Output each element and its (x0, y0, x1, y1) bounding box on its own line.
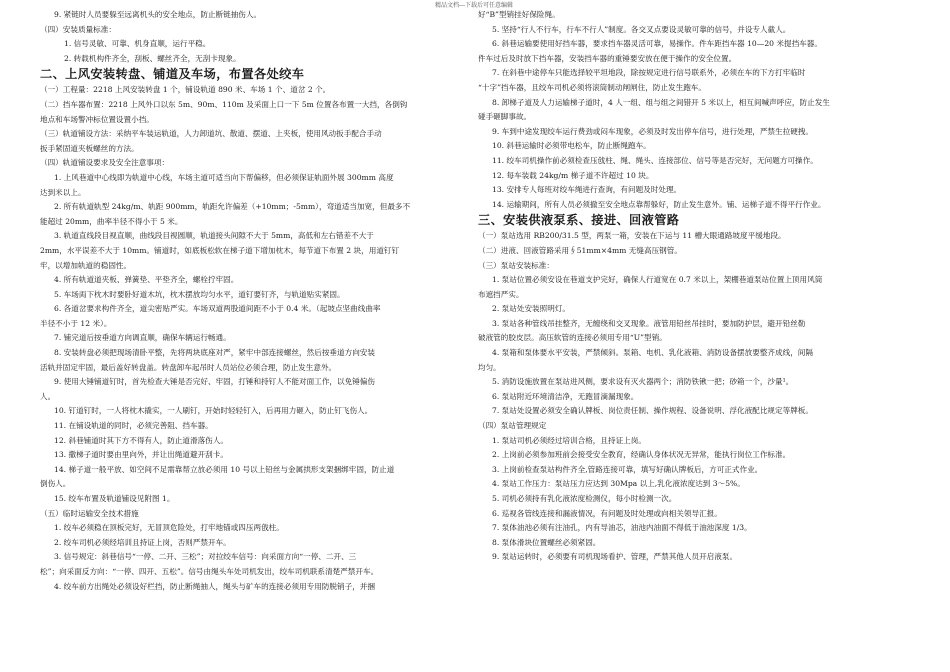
text-line: 4. 绞车前方出绳处必须设好栏挡，防止断绳抽人，绳头与矿车的连接必须用专用防脱销子，并捆 (54, 581, 375, 591)
text-line: 7. 泵体油池必须有注油孔，内有导油芯，油池内油面不得低于油池深度 1/3。 (492, 523, 752, 533)
text-line: 1. 绞车必须稳在顶板完好，无冒顶危险处，打牢地锚或四压两戗柱。 (54, 523, 284, 533)
text-line: 12. 每车装载 24kg/m 梯子道不许超过 10 块。 (492, 170, 654, 180)
text-line: （四）泵站管理规定 (478, 421, 547, 431)
text-line: （五）临时运输安全技术措施 (40, 508, 139, 518)
text-line: 5. 消防设施放置在泵站进风侧，要求设有灭火器两个；消防铁锹一把；砂箱一个，沙量¹。 (492, 377, 794, 387)
text-line: （一）工程量：2218 上风安装转盘 1 个，铺设轨道 890 米、车场 1 个、道岔 2 个。 (40, 85, 331, 95)
page-watermark: 精品文档---下载后可任意编辑 (434, 2, 514, 9)
text-line: 3. 信号规定：斜巷信号“一停、二开、三松”；对拉绞车信号：向采面方向“一停、二开、三 (54, 552, 357, 562)
text-line: 6. 斜巷运输要使用好挡车器，要求挡车器灵活可靠，易操作。件车距挡车器 10—20 米提挡车器。 (492, 39, 822, 49)
text-line: 6. 泵站附近环境清洁净，无跑冒滴漏现象。 (492, 391, 639, 401)
text-line: （四）安装质量标准： (40, 24, 116, 34)
text-line: 均匀。 (478, 362, 501, 372)
text-line: 件车过后及时放下挡车器，安装挡车器的重锤要安放在便于操作的安全位置。 (478, 53, 737, 63)
text-line: 14. 梯子道一般平放、如空间不足需靠帮立放必须用 10 号以上铅丝与金属拱形支架捆绑牢固，防止道 (54, 464, 395, 474)
section-heading: 三、安装供液泵系、接进、回液管路 (478, 213, 680, 228)
text-line: 2. 泵站处安装照明灯。 (492, 304, 571, 314)
text-line: 11. 在铺设轨道的同时，必须完善阻、挡车器。 (54, 421, 213, 431)
text-line: 11. 绞车司机操作前必须检查压戗柱、绳、绳头、连接部位、信号等是否完好，无问题方可操作。 (492, 155, 818, 165)
text-line: 3. 上岗前检查泵站构件齐全,管路连接可靠，填写好确认牌板后，方可正式作业。 (492, 464, 763, 474)
text-line: 能超过 20mm，曲率半径不得小于 5 米。 (40, 216, 183, 226)
text-line: 8. 泵体滑块位置螺丝必须紧固。 (492, 537, 601, 547)
text-line: 10. 斜巷运输时必须带电松车，防止断绳跑车。 (492, 141, 651, 151)
text-line: 破液管的胶皮层。高压软管的连接必须用专用“U”型销。 (478, 333, 667, 343)
text-line: 4. 所有轨道道夹板、弹簧垫、平垫齐全，螺栓拧牢固。 (54, 275, 239, 285)
text-line: 1. 泵站位置必须安设在巷道支护完好，确保人行道宽在 0.7 米以上，架棚巷道泵站位置上顶用风筒 (492, 275, 823, 285)
text-line: 15. 绞车布置及轨道铺设见附图 1。 (54, 494, 175, 503)
text-line: 12. 斜巷铺道时其下方不得有人，防止道滑落伤人。 (54, 435, 228, 445)
text-line: 1. 泵站司机必须经过培训合格，且持证上岗。 (492, 435, 646, 445)
text-line: 9. 使用大锤铺道钉时，首先检查大锤是否完好、牢固，打锤和持钉人不能对面工作，以免锤偏伤 (54, 377, 375, 387)
text-line: 地点和车场警冲标位置设置小挡。 (40, 114, 154, 124)
text-line: 2. 转载机构件齐全，刮板、螺丝齐全，无刮卡现象。 (64, 53, 241, 63)
text-line: （三）轨道铺设方法：采纳平车装运轨道，人力卸道坑、散道、摆道、上夹板，使用风动扳手配合手动 (40, 129, 382, 139)
text-line: 9. 泵站运转时，必须要有司机现场看护、管理，严禁其他人员开启液泵。 (492, 552, 738, 562)
text-line: 倒伤人。 (40, 479, 71, 489)
text-line: 8. 安装转盘必须把现场清卧平整，先将两块底座对严，紧牢中部连接螺丝，然后按垂道方向安装 (54, 348, 375, 358)
text-line: （三）泵站安装标准： (478, 260, 554, 270)
text-line: 半径不小于 12 米）。 (40, 318, 112, 328)
text-line: 13. 撒梯子道时要由里向外，并让出绳道避开刮卡。 (54, 450, 228, 460)
text-line: （二）进液、回液管路采用∮51mm×4mm 无缝高压钢管。 (478, 245, 682, 255)
text-line: 好“B”型销挂好保险绳。 (478, 10, 560, 19)
text-line: 活轨并固定牢固，最后盖好转盘盖。转盘卸车起吊时人员站位必须合理，防止发生意外。 (40, 362, 337, 372)
text-line: 7. 在斜巷中途停车只能选择较平坦地段，除按规定进行信号联系外，必须在车的下方打牢临时 (492, 68, 806, 78)
text-line: 碰手砸脚事故。 (478, 112, 532, 122)
text-line: 9. 紧链时人员要躲至远离机头的安全地点，防止断链抽伤人。 (54, 10, 262, 19)
text-line: 4. 泵站工作压力：泵站压力应达到 30Mpa 以上,乳化液浓度达到 3～5%。 (492, 479, 745, 489)
text-line: 2. 绞车司机必须经培训且持证上岗，否则严禁开车。 (54, 537, 231, 547)
text-line: 5. 司机必须持有乳化液浓度检测仪，每小时检测一次。 (492, 494, 677, 503)
text-line: 1. 信号灵敏、可靠、机身直顺，运行平稳。 (64, 39, 211, 49)
text-line: 1. 上风巷道中心线即为轨道中心线，车场主道可适当向下帮偏移，但必须保证轨面外展 300mm 高度 (54, 172, 394, 182)
text-line: 牢，以增加轨道的稳固性。 (40, 260, 132, 270)
text-line: 6. 巡视各管线连接和漏液情况，有问题及时处理或向相关领导汇报。 (492, 508, 722, 518)
text-line: 2. 所有轨道轨型 24kg/m、轨距 900mm，轨距允许偏差（+10mm；-5mm），弯道适当加宽，但最多不 (54, 202, 411, 212)
text-line: 2mm，水平误差不大于 10mm。铺道时，如底板松软在梯子道下增加枕木，每节道下布置 2 块，用道钉钉 (40, 245, 400, 255)
text-line: “十字”挡车器，且绞车司机必须将滚筒制动闸闸住，防止发生跑车。 (478, 82, 706, 92)
text-line: 5. 坚持“行人不行车，行车不行人”制度。各交叉点要设灵敏可靠的信号，并设专人截人。 (492, 24, 791, 34)
text-line: 3. 轨道直线段目视直顺，曲线段目视圆顺，轨道接头间隙不大于 5mm，高低和左右错差不大于 (54, 231, 374, 241)
text-line: （一）泵站选用 RB200/31.5 型，两泵一箱，安装在下运与 11 槽大眼通路坡度平缓地段。 (478, 231, 786, 241)
text-line: 7. 泵站处设置必须安全确认牌板、岗位责任制、操作规程、设备说明、浮化液配比规定等牌板。 (492, 406, 813, 416)
text-line: 布遮挡严实。 (478, 289, 524, 299)
text-line: 6. 各道岔要求构件齐全，道尖密贴严实。车场双道两股道间距不小于 0.4 米。（起坡点坚曲线曲率 (54, 304, 381, 314)
text-line: 10. 钉道钉时，一人将枕木撬实，一人刷钉，开始时轻轻钉入，后再用力砸入，防止钉飞伤人。 (54, 406, 373, 416)
text-line: （二）挡车器布置：2218 上风外口以东 5m、90m、110m 及采面上口一下 5m 位置各布置一大挡，各倒钩 (40, 99, 408, 109)
right-column (478, 8, 913, 565)
left-column (40, 8, 472, 594)
text-line: 达到米以上。 (40, 187, 86, 197)
text-line: 13. 安排专人每班对绞车绳进行查询，有问题及时处理。 (492, 185, 682, 195)
text-line: 松”；向采面反方向：“一停、四开、五松”。信号由绳头车处司机发出，绞车司机联系清楚严禁开车。 (40, 566, 379, 576)
text-line: 14. 运输期间，所有人员必须撤至安全地点靠帮躲好，防止发生意外。铺、运梯子道不得平行作业。 (492, 199, 826, 209)
text-line: 7. 铺完道后按垂道方向调直顺，确保车辆运行畅通。 (54, 333, 231, 343)
text-line: 8. 卸梯子道及人力运输梯子道时，4 人一组、组与组之间错开 5 米以上，相互间喊声呼应，防止发生 (492, 97, 830, 107)
text-line: 扳手紧固道夹板螺丝的方法。 (40, 143, 139, 153)
text-line: 4. 泵箱和泵体要水平安装，严禁倾斜。泵箱、电机、乳化液箱、消防设备摆放要整齐成线，间隔 (492, 348, 813, 358)
text-line: （四）轨道铺设要求及安全注意事项： (40, 158, 170, 168)
text-line: 9. 车到中途发现绞车运行费劲或闷车现象，必须及时发出停车信号，进行处理，严禁生拉硬拽。 (492, 126, 813, 136)
text-line: 3. 泵站各种管线吊挂整齐，无缠绕和交叉现象。液管用铅丝吊挂时，要加防护层，避开铅丝勒 (492, 318, 806, 328)
text-line: 2. 上岗前必须参加班前会接受安全教育，经确认身体状况无异常，能执行岗位工作标准。 (492, 450, 791, 460)
text-line: 人。 (40, 391, 56, 401)
text-line: 5. 车场両下枕木时要卧好道木坑，枕木摆放均匀水平，道钉要钉齐，与轨道贴实紧固。 (54, 289, 345, 299)
section-heading: 二、上风安装转盘、铺道及车场，布置各处绞车 (40, 67, 305, 82)
